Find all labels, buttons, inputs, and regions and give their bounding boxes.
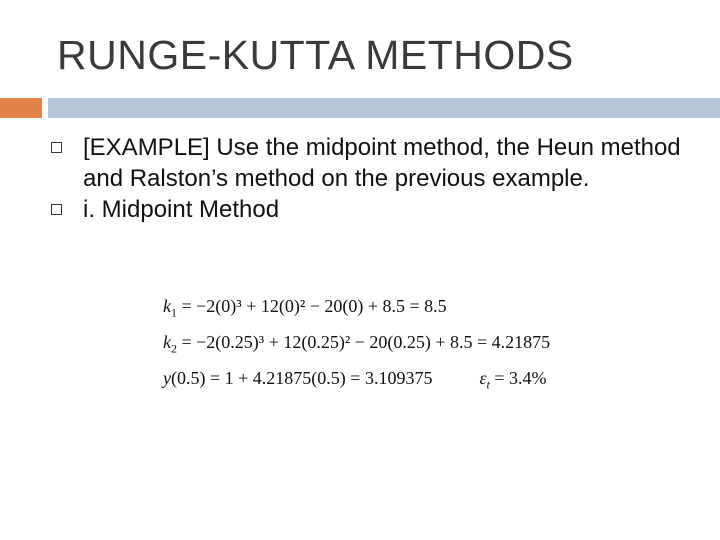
square-bullet-icon — [51, 204, 62, 215]
bullet-item-example — [50, 132, 690, 194]
equation-k1: $k_1 = -2(0)^3 + 12(0)^2 - 20(0) + 8.5 = 8.5$ — [163, 296, 447, 320]
bullet-text: [EXAMPLE] Use the midpoint method, the Heun method and Ralston’s method on the previous example. — [83, 134, 681, 192]
equation-error: = 3.4% — [494, 368, 547, 388]
equation-block — [163, 296, 550, 404]
accent-bar-blue — [48, 98, 720, 118]
bullet-text: i. Midpoint Method — [83, 196, 280, 223]
equation-k2-rhs: = −2(0.25)³ + 12(0.25)² − 20(0.25) + 8.5 = 4.21875 — [181, 332, 551, 352]
accent-bar-orange — [0, 98, 42, 118]
equation-k2: $k_2 = -2(0.25)^3 + 12(0.25)^2 - 20(0.25) + 8.5 = 4.21875$ — [163, 332, 551, 356]
square-bullet-icon — [51, 142, 62, 153]
bullet-list — [50, 132, 690, 225]
slide-title: RUNGE-KUTTA METHODS — [57, 32, 574, 78]
equation-y-rhs: = 1 + 4.21875(0.5) = 3.109375 — [210, 368, 433, 388]
equation-y: y(0.5) = 1 + 4.21875(0.5) = 3.109375 $\varepsilon_t = 3.4\%$ — [163, 368, 547, 392]
bullet-item-midpoint — [50, 194, 690, 225]
equation-k1-rhs: = −2(0)³ + 12(0)² − 20(0) + 8.5 = 8.5 — [181, 296, 447, 316]
